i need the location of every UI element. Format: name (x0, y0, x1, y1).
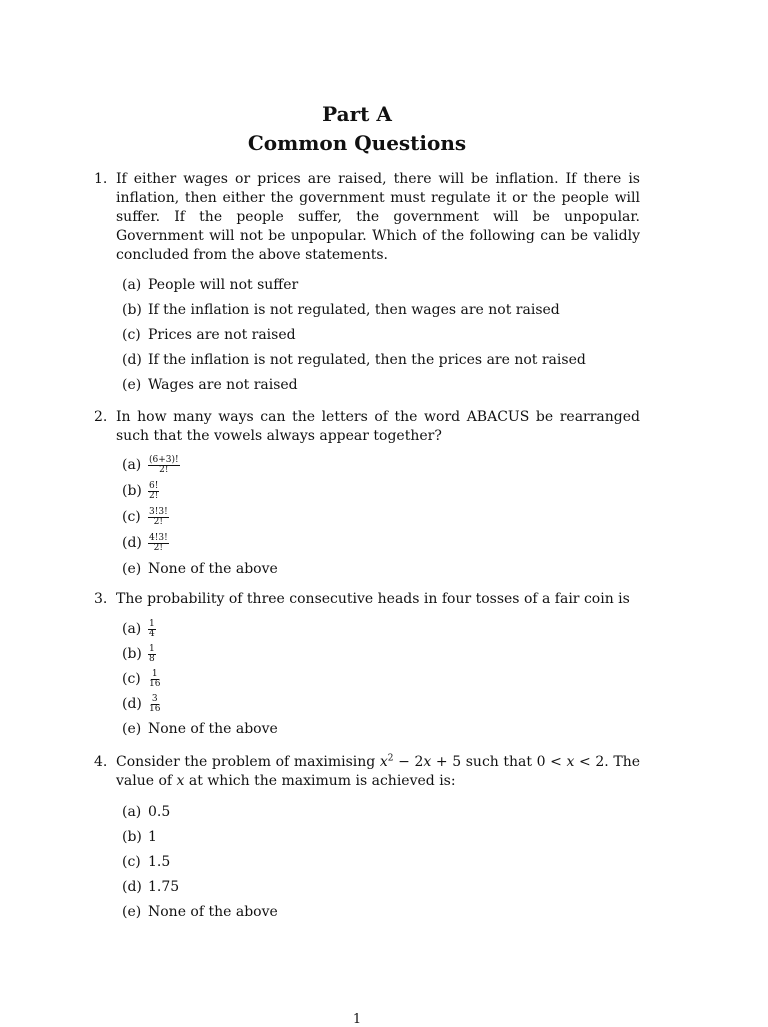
math-variable: x (566, 754, 575, 770)
fraction (148, 456, 180, 475)
text-segment: Consider the problem of maximising (116, 754, 380, 770)
question-number: 1. (94, 171, 108, 187)
option-b (122, 301, 560, 320)
denominator: 4 (149, 629, 155, 639)
option-text: 1.75 (148, 879, 180, 895)
option-text: None of the above (148, 561, 278, 577)
option-c (122, 670, 161, 689)
question-text: The probability of three consecutive heads in four tosses of a fair coin is (116, 591, 630, 607)
option-label: (a) (122, 457, 142, 473)
option-b (122, 482, 159, 501)
denominator: 2! (149, 491, 159, 501)
text-segment: < 2. The value of (116, 754, 640, 789)
option-text: If the inflation is not regulated, then wages are not raised (148, 302, 560, 318)
question-2 (94, 408, 640, 446)
question-text (116, 753, 640, 791)
question-number: 3. (94, 591, 108, 607)
option-label: (d) (122, 696, 142, 712)
denominator: 2! (153, 543, 164, 553)
option-c (122, 326, 296, 345)
math-variable: x (423, 754, 432, 770)
section-title: Common Questions (247, 131, 467, 155)
option-label: (d) (122, 535, 142, 551)
math-exponent: 2 (387, 753, 394, 764)
page-number: 1 (352, 1012, 362, 1027)
option-label: (e) (122, 721, 142, 737)
option-label: (e) (122, 904, 142, 920)
option-c (122, 508, 169, 527)
fraction (148, 534, 169, 553)
option-d (122, 878, 179, 897)
fraction (148, 695, 161, 714)
option-c (122, 853, 170, 872)
option-b (122, 828, 157, 847)
option-label: (c) (122, 854, 141, 870)
option-e (122, 376, 298, 395)
option-label: (a) (122, 621, 142, 637)
fraction (148, 670, 161, 689)
denominator: 8 (149, 654, 155, 664)
option-label: (c) (122, 509, 141, 525)
numerator: 6! (149, 481, 159, 491)
option-a (122, 620, 156, 639)
option-label: (e) (122, 561, 142, 577)
option-text: People will not suffer (148, 277, 299, 293)
denominator: 16 (149, 704, 161, 714)
option-label: (b) (122, 302, 142, 318)
fraction (148, 620, 156, 639)
option-label: (b) (122, 829, 142, 845)
numerator: (6+3)! (149, 455, 179, 465)
numerator: 4!3! (149, 533, 168, 543)
option-label: (a) (122, 804, 142, 820)
question-number: 2. (94, 409, 108, 425)
numerator: 1 (149, 644, 155, 654)
question-1 (94, 170, 640, 265)
option-text: 1 (148, 829, 157, 845)
option-label: (a) (122, 277, 142, 293)
numerator: 1 (149, 619, 155, 629)
option-a (122, 276, 298, 295)
question-text: In how many ways can the letters of the word ABACUS be rearranged such that the vowels always appear together? (116, 409, 640, 444)
numerator: 1 (151, 669, 158, 679)
question-number: 4. (94, 754, 108, 770)
option-label: (e) (122, 377, 142, 393)
option-label: (b) (122, 483, 142, 499)
option-text: Wages are not raised (148, 377, 298, 393)
option-e (122, 560, 278, 579)
option-e (122, 720, 278, 739)
question-4 (94, 753, 640, 791)
option-text: None of the above (148, 904, 278, 920)
text-segment: at which the maximum is achieved is: (184, 773, 456, 789)
numerator: 3 (151, 694, 158, 704)
option-a (122, 803, 170, 822)
fraction (148, 645, 156, 664)
denominator: 16 (149, 679, 161, 689)
denominator: 2! (159, 465, 169, 475)
option-label: (d) (122, 879, 142, 895)
question-text: If either wages or prices are raised, there will be inflation. If there is inflation, then either the government must regulate it or the people will suffer. If the people suffer, the government will be unpopular. Government will not be unpopular. Which of the following can be validly concluded from the above statements. (116, 171, 640, 263)
text-segment: + 5 such that 0 < (431, 754, 567, 770)
option-text: If the inflation is not regulated, then the prices are not raised (148, 352, 586, 368)
math-variable: x (176, 773, 185, 789)
math-variable: x (379, 754, 388, 770)
option-label: (b) (122, 646, 142, 662)
option-a (122, 456, 180, 475)
fraction (148, 482, 159, 501)
option-label: (d) (122, 352, 142, 368)
option-d (122, 534, 169, 553)
text-segment: − 2 (393, 754, 424, 770)
fraction (148, 508, 169, 527)
option-text: None of the above (148, 721, 278, 737)
option-text: 1.5 (148, 854, 171, 870)
option-d (122, 695, 161, 714)
option-text: 0.5 (148, 804, 171, 820)
option-label: (c) (122, 671, 141, 687)
option-e (122, 903, 278, 922)
numerator: 3!3! (149, 507, 168, 517)
question-3 (94, 590, 640, 609)
option-text: Prices are not raised (148, 327, 296, 343)
option-label: (c) (122, 327, 141, 343)
option-d (122, 351, 586, 370)
denominator: 2! (153, 517, 164, 527)
part-title: Part A (322, 102, 392, 126)
option-b (122, 645, 156, 664)
